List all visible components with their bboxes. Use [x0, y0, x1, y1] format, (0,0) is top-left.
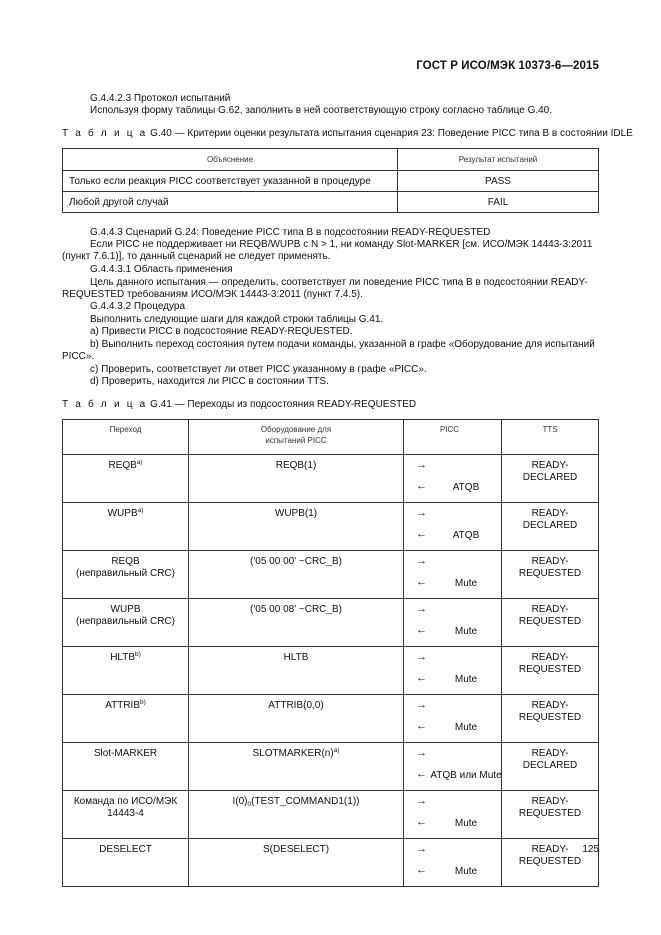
- transition-name: Slot-MARKER: [93, 748, 158, 759]
- table40-cell-result: PASS: [398, 171, 599, 192]
- right-arrow-icon: →: [416, 699, 427, 711]
- section-line: PICC».: [62, 351, 95, 362]
- picc-response: Mute: [454, 722, 478, 733]
- tts-state-line2: REQUESTED: [518, 712, 582, 723]
- section-line: Если PICC не поддерживает ни REQB/WUPB с N > 1, ни команду Slot-MARKER [см. ИСО/МЭК 14443-3:2011: [90, 239, 593, 250]
- transition-cell: [63, 551, 189, 599]
- section-line: d) Проверить, находится ли PICC в состоянии TTS.: [90, 376, 329, 387]
- transition-cell: [63, 839, 189, 887]
- tts-state-line1: READY-: [531, 556, 569, 567]
- section-line: G.4.4.3 Сценарий G.24: Поведение PICC типа B в подсостоянии READY-REQUESTED: [90, 227, 491, 238]
- picc-cell: [404, 551, 502, 599]
- tts-state-line1: READY-: [531, 796, 569, 807]
- command-text: ('05 00 08' ~CRC_B): [250, 604, 342, 615]
- picc-cell: [404, 455, 502, 503]
- section-line: G.4.4.3.2 Процедура: [90, 301, 186, 312]
- section-line: (пункт 7.6.1)], то данный сценарий не следует применять.: [62, 251, 331, 262]
- right-arrow-icon: →: [416, 555, 427, 567]
- tts-state-line2: REQUESTED: [518, 856, 582, 867]
- table-g40: [62, 148, 599, 213]
- equipment-cell: [189, 695, 404, 743]
- tts-cell: [502, 791, 599, 839]
- equipment-cell: [189, 647, 404, 695]
- table41-col-picc: [404, 420, 502, 455]
- tts-state-line2: REQUESTED: [518, 568, 582, 579]
- table-row: [63, 192, 599, 213]
- transition-cell: [63, 647, 189, 695]
- tts-cell: [502, 599, 599, 647]
- left-arrow-icon: ←: [416, 768, 427, 780]
- table-row: [63, 455, 599, 503]
- table41-caption-prefix: Т а б л и ц а: [62, 399, 148, 410]
- right-arrow-icon: →: [416, 795, 427, 807]
- command-text: ATTRIB(0,0): [268, 700, 324, 711]
- equipment-cell: [189, 503, 404, 551]
- transition-note: (неправильный CRC): [76, 616, 175, 627]
- protocol-text: Используя форму таблицы G.62, заполнить в ней соответствующую строку согласно таблице G.40.: [90, 105, 553, 116]
- right-arrow-icon: →: [416, 507, 427, 519]
- left-arrow-icon: ←: [416, 672, 427, 684]
- table41-col-equipment-line1: Оборудование для: [260, 425, 332, 434]
- command-text: REQB(1): [275, 460, 317, 471]
- command-text: WUPB(1): [274, 508, 318, 519]
- command-text: HLTB: [283, 652, 309, 663]
- right-arrow-icon: →: [416, 603, 427, 615]
- left-arrow-icon: ←: [416, 624, 427, 636]
- equipment-cell: [189, 839, 404, 887]
- transition-name: DESELECT: [99, 844, 152, 855]
- section-line: b) Выполнить переход состояния путем подачи команды, указанной в графе «Оборудование для испытаний: [90, 339, 595, 350]
- equipment-cell: [189, 791, 404, 839]
- left-arrow-icon: ←: [416, 480, 427, 492]
- table-row: [63, 695, 599, 743]
- command-text: SLOTMARKER(n): [252, 748, 334, 759]
- protocol-heading: G.4.4.2.3 Протокол испытаний: [90, 93, 231, 104]
- transition-note: 14443-4: [107, 808, 144, 819]
- table41-col-transition: Переход: [63, 420, 189, 455]
- command-text: S(DESELECT): [262, 844, 330, 855]
- equipment-cell: [189, 455, 404, 503]
- tts-state-line2: DECLARED: [522, 760, 578, 771]
- transition-cell: [63, 455, 189, 503]
- transition-footnote: b): [140, 699, 146, 706]
- picc-response: Mute: [454, 674, 478, 685]
- table41-caption-text: G.41 — Переходы из подсостояния READY-REQUESTED: [147, 399, 417, 410]
- transition-name: WUPB: [110, 604, 141, 615]
- command-prefix: I(0): [232, 796, 248, 807]
- table40-caption-text: G.40 — Критерии оценки результата испытания сценария 23: Поведение PICC типа B в состоянии IDLE: [147, 128, 633, 139]
- picc-response: Mute: [454, 866, 478, 877]
- picc-cell: [404, 647, 502, 695]
- section-line: Выполнить следующие шаги для каждой строки таблицы G.41.: [90, 314, 384, 325]
- table-row: [63, 791, 599, 839]
- command-text: ('05 00 00' ~CRC_B): [250, 556, 342, 567]
- right-arrow-icon: →: [416, 459, 427, 471]
- page-number: 125: [582, 844, 599, 855]
- transition-name: Команда по ИСО/МЭК: [73, 796, 178, 807]
- transition-note: (неправильный CRC): [76, 568, 175, 579]
- table-row: [63, 171, 599, 192]
- picc-response: ATQB или Mute: [430, 770, 502, 781]
- transition-footnote: a): [137, 507, 144, 514]
- left-arrow-icon: ←: [416, 720, 427, 732]
- command-footnote: a): [333, 747, 340, 754]
- transition-cell: [63, 743, 189, 791]
- transition-name: REQB: [108, 460, 137, 471]
- picc-cell: [404, 695, 502, 743]
- picc-response: ATQB: [452, 530, 480, 541]
- equipment-cell: [189, 599, 404, 647]
- right-arrow-icon: →: [416, 747, 427, 759]
- tts-cell: [502, 743, 599, 791]
- transition-cell: [63, 503, 189, 551]
- tts-state-line2: REQUESTED: [518, 616, 582, 627]
- left-arrow-icon: ←: [416, 816, 427, 828]
- table41-col-tts: TTS: [502, 420, 599, 455]
- tts-cell: [502, 551, 599, 599]
- table-row: [63, 839, 599, 887]
- table-g41: [62, 419, 599, 887]
- tts-state-line1: READY-: [531, 604, 569, 615]
- transition-cell: [63, 599, 189, 647]
- table40-caption: [62, 128, 633, 139]
- tts-state-line2: DECLARED: [522, 520, 578, 531]
- left-arrow-icon: ←: [416, 528, 427, 540]
- section-line: c) Проверить, соответствует ли ответ PICC указанному в графе «PICC».: [90, 364, 427, 375]
- tts-state-line2: DECLARED: [522, 472, 578, 483]
- section-line: a) Привести PICC в подсостояние READY-REQUESTED.: [90, 326, 353, 337]
- tts-cell: [502, 647, 599, 695]
- table41-col-equipment-line2: испытаний PICC: [265, 436, 327, 445]
- table40-col-explanation: Объяснение: [63, 149, 398, 171]
- tts-state-line1: READY-: [531, 508, 569, 519]
- table41-col-picc-label: PICC: [439, 425, 460, 434]
- tts-state-line2: REQUESTED: [518, 664, 582, 675]
- right-arrow-icon: →: [416, 843, 427, 855]
- equipment-cell: [189, 743, 404, 791]
- left-arrow-icon: ←: [416, 576, 427, 588]
- transition-name: ATTRIB: [105, 700, 141, 711]
- tts-state-line2: REQUESTED: [518, 808, 582, 819]
- table40-cell-result: FAIL: [398, 192, 599, 213]
- transition-footnote: b): [135, 651, 141, 658]
- command-text: (TEST_COMMAND1(1)): [251, 796, 360, 807]
- section-line: Цель данного испытания — определить, соответствует ли поведение PICC типа B в подсостоянии READY-: [90, 277, 588, 288]
- section-line: REQUESTED требованиям ИСО/МЭК 14443-3:2011 (пункт 7.4.5).: [62, 289, 363, 300]
- table40-caption-prefix: Т а б л и ц а: [62, 128, 148, 139]
- table-row: [63, 599, 599, 647]
- table41-col-equipment: [189, 420, 404, 455]
- tts-state-line1: READY-: [531, 748, 569, 759]
- picc-response: Mute: [454, 626, 478, 637]
- picc-response: Mute: [454, 578, 478, 589]
- section-line: G.4.4.3.1 Область применения: [90, 264, 233, 275]
- picc-cell: [404, 743, 502, 791]
- picc-response: Mute: [454, 818, 478, 829]
- table41-caption: [62, 399, 416, 410]
- command-subscript: 0: [247, 801, 252, 808]
- picc-response: ATQB: [452, 482, 480, 493]
- table40-cell-explanation: Любой другой случай: [63, 192, 398, 213]
- table40-col-result: Результат испытаний: [398, 149, 599, 171]
- table40-cell-explanation: Только если реакция PICC соответствует указанной в процедуре: [63, 171, 398, 192]
- picc-cell: [404, 791, 502, 839]
- table-row: [63, 503, 599, 551]
- tts-state-line1: READY-: [531, 700, 569, 711]
- equipment-cell: [189, 551, 404, 599]
- right-arrow-icon: →: [416, 651, 427, 663]
- transition-cell: [63, 791, 189, 839]
- picc-cell: [404, 599, 502, 647]
- picc-cell: [404, 839, 502, 887]
- tts-cell: [502, 503, 599, 551]
- tts-state-line1: READY-: [531, 652, 569, 663]
- transition-name: HLTB: [110, 652, 136, 663]
- left-arrow-icon: ←: [416, 864, 427, 876]
- table-row: [63, 551, 599, 599]
- transition-footnote: a): [136, 459, 143, 466]
- tts-cell: [502, 455, 599, 503]
- transition-name: WUPB: [107, 508, 138, 519]
- tts-cell: [502, 695, 599, 743]
- picc-cell: [404, 503, 502, 551]
- transition-name: REQB: [111, 556, 140, 567]
- tts-state-line1: READY-: [531, 460, 569, 471]
- tts-state-line1: READY-: [531, 844, 569, 855]
- transition-cell: [63, 695, 189, 743]
- document-header: ГОСТ Р ИСО/МЭК 10373-6—2015: [416, 60, 599, 72]
- table-row: [63, 743, 599, 791]
- table-row: [63, 647, 599, 695]
